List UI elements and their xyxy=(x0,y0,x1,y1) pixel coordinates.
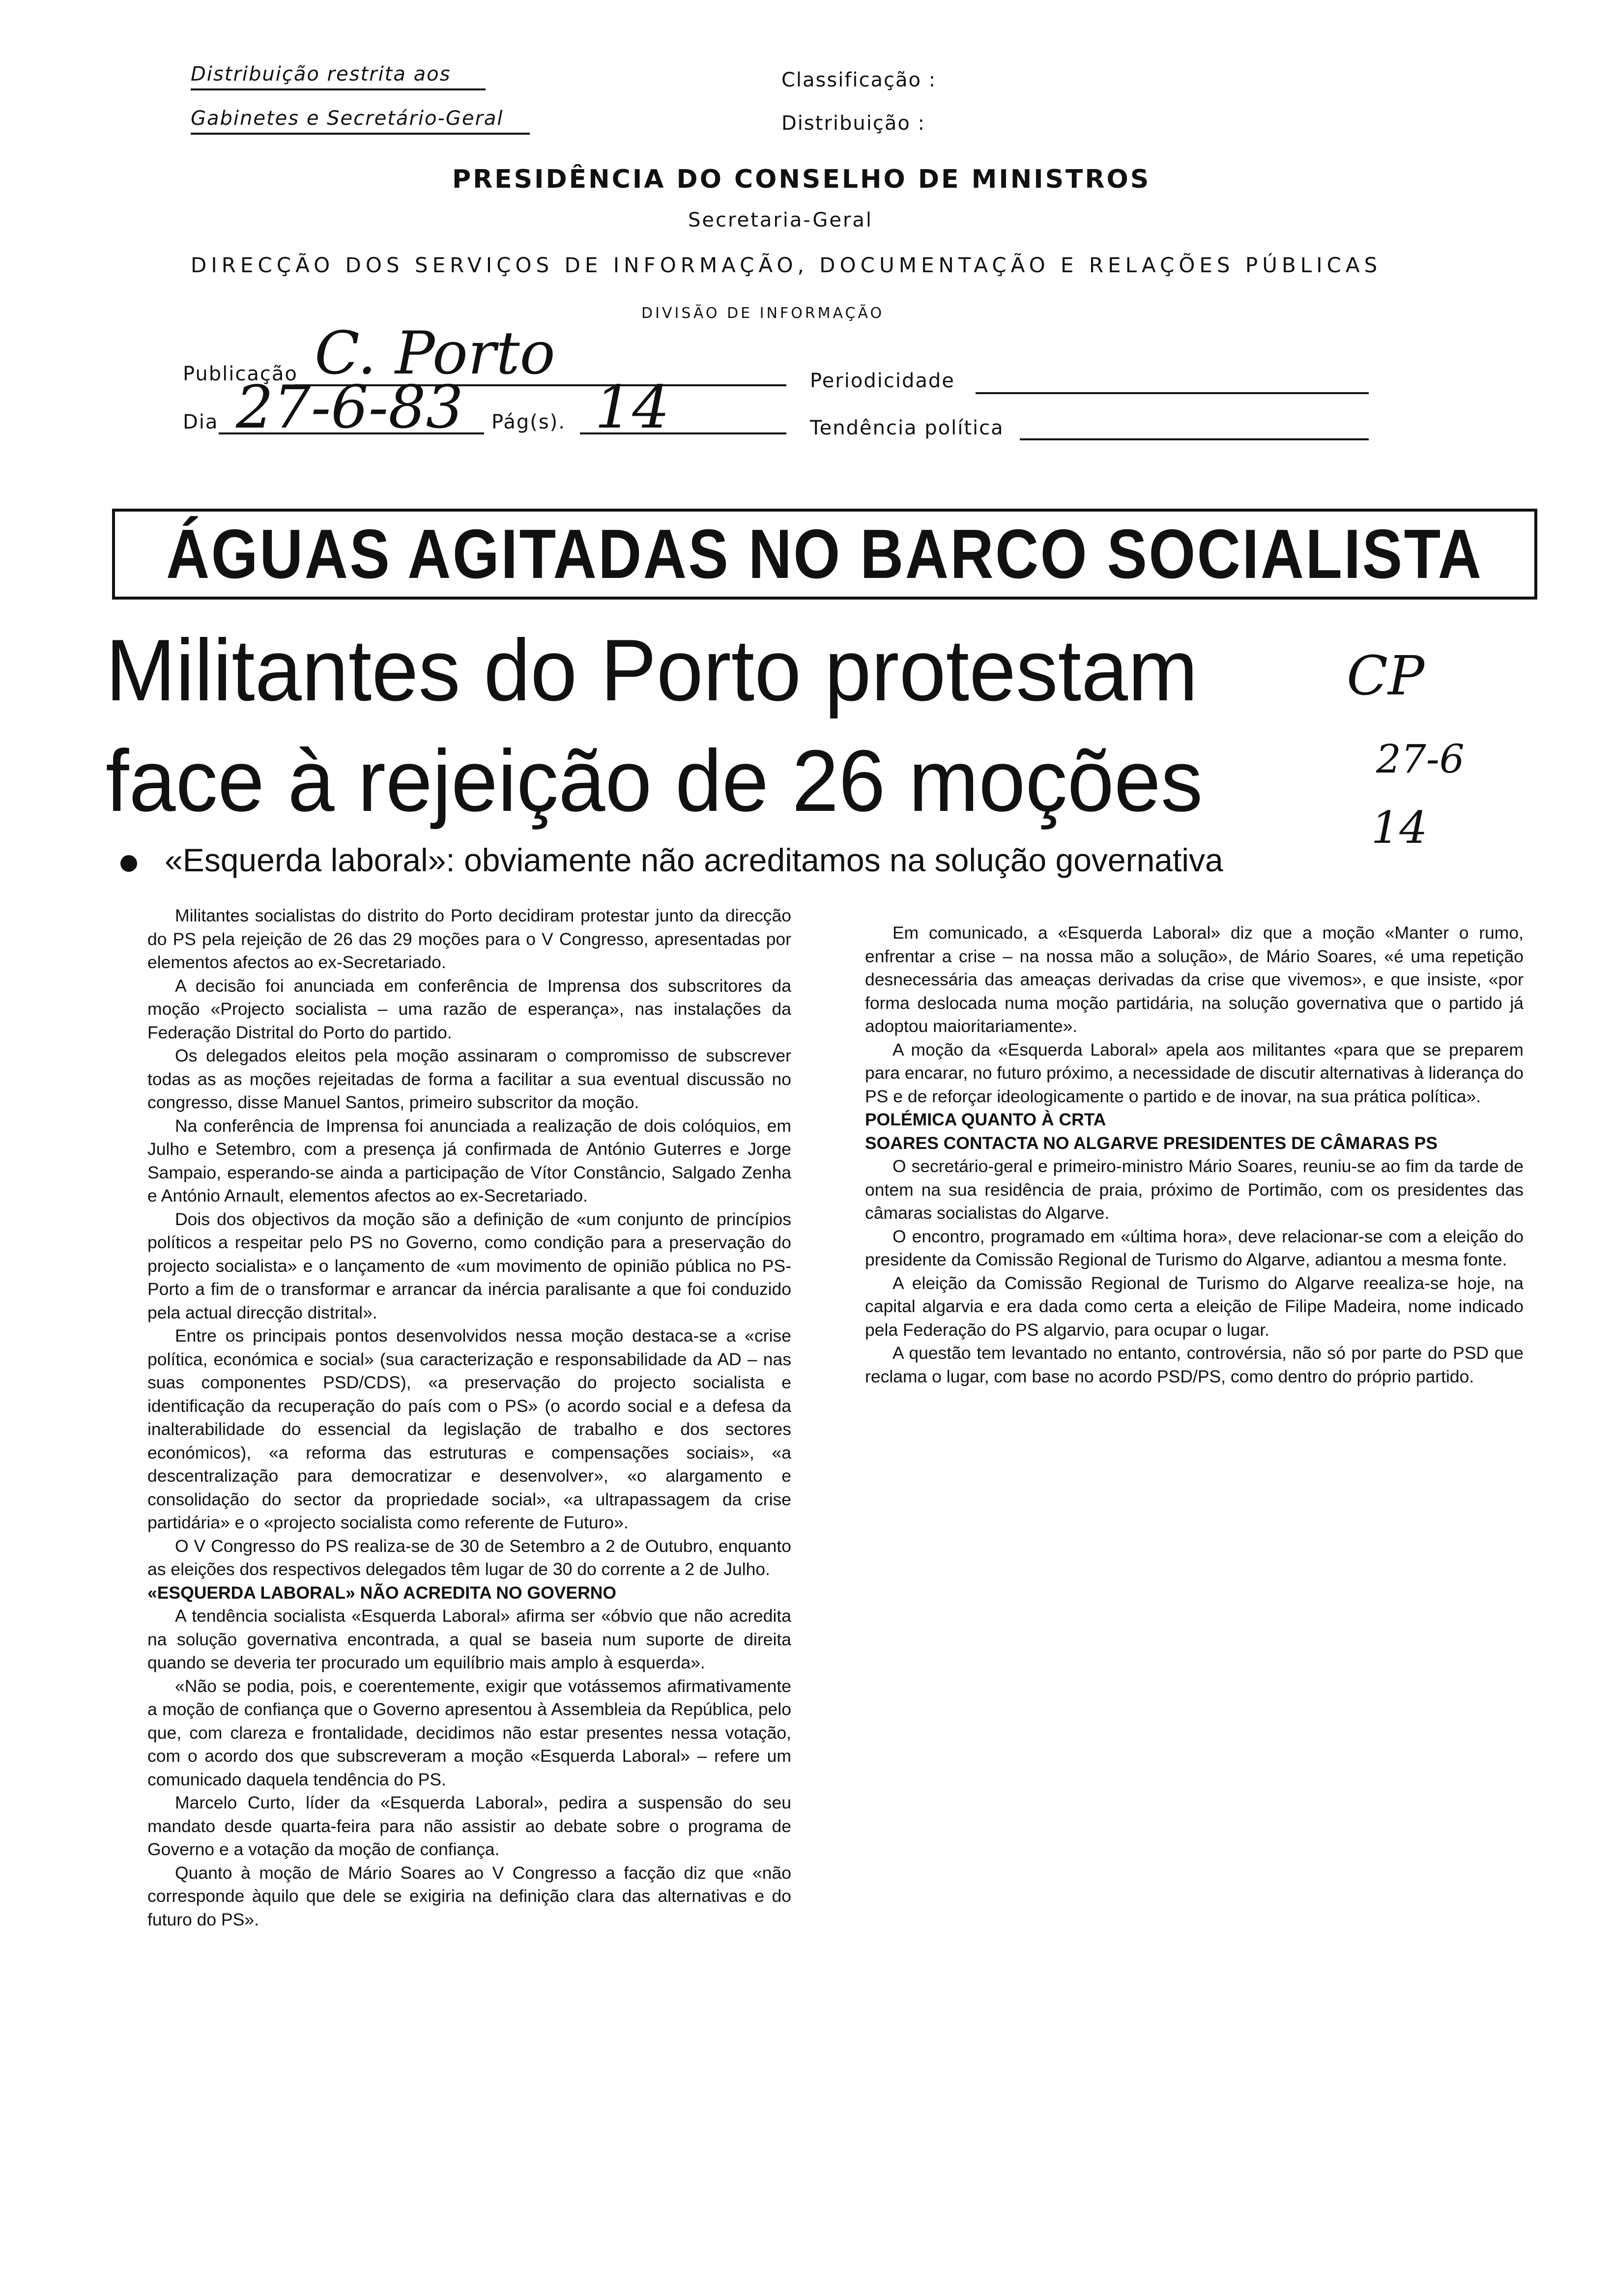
headline-line1: Militantes do Porto protestam xyxy=(106,621,1198,719)
subheading-line: SOARES CONTACTA NO ALGARVE PRESIDENTES DE CÂMARAS PS xyxy=(865,1133,1438,1153)
kicker-title: ÁGUAS AGITADAS NO BARCO SOCIALISTA xyxy=(166,515,1483,593)
subheading xyxy=(865,1108,1524,1155)
paragraph: Dois dos objectivos da moção são a definição de «um conjunto de princípios políticos a respeitar pelo PS no Governo, como condição para a preservação do projecto socialista» e o lançamento de «um movimento de opinião pública no PS-Porto a fim de o transformar e arrancar da inércia paralisante a que foi conduzido pela actual direcção distrital». xyxy=(147,1209,791,1322)
org-division: DIVISÃO DE INFORMAÇÃO xyxy=(641,305,885,322)
paragraph: Quanto à moção de Mário Soares ao V Congresso a facção diz que «não corresponde àquilo que dele se exigiria na definição clara das alternativas e do futuro do PS». xyxy=(147,1863,791,1929)
deck-bullet-icon xyxy=(120,855,137,872)
paragraph: A moção da «Esquerda Laboral» apela aos militantes «para que se preparem para encarar, no futuro próximo, a necessidade de discutir alternativas à liderança do PS e de reforçar ideologicamente o partido e de inovar, na sua prática política». xyxy=(865,1039,1524,1106)
paragraph: Na conferência de Imprensa foi anunciada a realização de dois colóquios, em Julho e Setembro, com a presença já confirmada de António Guterres e Jorge Sampaio, esperando-se ainda a participação de Vítor Constâncio, Salgado Zenha e António Arnault, elementos afectos ao ex-Secretariado. xyxy=(147,1116,791,1205)
paragraph: A questão tem levantado no entanto, controvérsia, não só por parte do PSD que reclama o lugar, com base no acordo PSD/PS, como dentro do próprio partido. xyxy=(865,1343,1524,1386)
paragraph: A decisão foi anunciada em conferência de Imprensa dos subscritores da moção «Projecto socialista – uma razão de esperança», nas instalações da Federação Distrital do Porto do partido. xyxy=(147,976,791,1042)
restricted-distribution-line2: Gabinetes e Secretário-Geral xyxy=(191,107,530,135)
subheading-line: POLÉMICA QUANTO À CRTA xyxy=(865,1110,1106,1129)
paragraph: Marcelo Curto, líder da «Esquerda Laboral», pedira a suspensão do seu mandato desde quarta-feira para não assistir ao debate sobre o programa de Governo e a votação da moção de confiança. xyxy=(147,1793,791,1859)
paragraph: A tendência socialista «Esquerda Laboral» afirma ser «óbvio que não acredita na solução governativa encontrada, a qual se baseia num suporte de direita quando se deveria ter procurado um equilíbrio mais amplo à esquerda». xyxy=(147,1606,791,1672)
restricted-distribution-line1: Distribuição restrita aos xyxy=(191,63,486,90)
tendency-label: Tendência política xyxy=(810,417,1004,439)
org-subtitle: Secretaria-Geral xyxy=(688,209,873,231)
pages-label: Pág(s). xyxy=(491,411,566,433)
paragraph: A eleição da Comissão Regional de Turismo do Algarve reealiza-se hoje, na capital algarvia e era dada como certa a eleição de Filipe Madeira, nome indicado pela Federação do PS algarvio, para ocupar o lugar. xyxy=(865,1273,1524,1340)
paragraph: O encontro, programado em «última hora», deve relacionar-se com a eleição do presidente da Comissão Regional de Turismo do Algarve, adiantou a mesma fonte. xyxy=(865,1226,1524,1269)
periodicity-label: Periodicidade xyxy=(810,370,955,392)
handwritten-annotation-cp: CP xyxy=(1347,644,1425,707)
kicker-box xyxy=(112,509,1537,600)
article-column-1 xyxy=(147,904,791,1931)
publication-value: C. Porto xyxy=(315,319,555,388)
paragraph: Em comunicado, a «Esquerda Laboral» diz que a moção «Manter o rumo, enfrentar a crise – na nossa mão a solução», de Mário Soares, «é uma repetição desnecessária das ameaças derivadas da crise que vivemos», e que insiste, «por forma deslocada numa moção partidária, na solução governativa que o partido já adoptou maioritariamente». xyxy=(865,923,1524,1036)
periodicity-field xyxy=(976,392,1369,394)
day-label: Dia xyxy=(183,411,219,433)
org-title: PRESIDÊNCIA DO CONSELHO DE MINISTROS xyxy=(452,165,1151,194)
handwritten-annotation-date: 27-6 xyxy=(1376,736,1465,782)
paragraph: O V Congresso do PS realiza-se de 30 de Setembro a 2 de Outubro, enquanto as eleições dos respectivos delegados têm lugar de 30 do corrente a 2 de Julho. xyxy=(147,1536,791,1579)
org-department: DIRECÇÃO DOS SERVIÇOS DE INFORMAÇÃO, DOCUMENTAÇÃO E RELAÇÕES PÚBLICAS xyxy=(191,253,1382,277)
publication-label: Publicação xyxy=(183,363,298,385)
headline-line2: face à rejeição de 26 moções xyxy=(106,732,1203,830)
paragraph: O secretário-geral e primeiro-ministro Mário Soares, reuniu-se ao fim da tarde de ontem na sua residência de praia, próximo de Portimão, com os presidentes das câmaras socialistas do Algarve. xyxy=(865,1156,1524,1223)
day-value: 27-6-83 xyxy=(236,373,463,442)
paragraph: Os delegados eleitos pela moção assinaram o compromisso de subscrever todas as as moções rejeitadas de forma a facilitar a sua eventual discussão no congresso, disse Manuel Santos, primeiro subscritor da moção. xyxy=(147,1046,791,1112)
paragraph: Entre os principais pontos desenvolvidos nessa moção destaca-se a «crise política, económica e social» (sua caracterização e responsabilidade da AD – nas suas componentes PSD/CDS), «a preservação do projecto socialista e identificação da recuperação do país com o PS» (o acordo social e a defesa da inalterabilidade do essencial da legislação de trabalho e dos sectores económicos), «a reforma das estruturas e compensações sociais», «a descentralização para democratizar e desenvolver», «o alargamento e consolidação do sector da propriedade social», «a ultrapassagem da crise partidária» e o «projecto socialista como referente de Futuro». xyxy=(147,1326,791,1532)
pages-value: 14 xyxy=(595,373,670,442)
article-column-2 xyxy=(865,921,1524,1388)
handwritten-annotation-page: 14 xyxy=(1371,802,1428,854)
subheading: «ESQUERDA LABORAL» NÃO ACREDITA NO GOVERNO xyxy=(147,1582,616,1603)
paragraph: «Não se podia, pois, e coerentemente, exigir que votássemos afirmativamente a moção de confiança que o Governo apresentou à Assembleia da República, pelo que, com clareza e frontalidade, decidimos não estar presentes nessa votação, com o acordo dos que subscreveram a moção «Esquerda Laboral» – refere um comunicado daquela tendência do PS. xyxy=(147,1676,791,1789)
tendency-field xyxy=(1020,438,1369,440)
distribution-label: Distribuição : xyxy=(781,112,926,135)
classification-label: Classificação : xyxy=(781,69,937,91)
paragraph: Militantes socialistas do distrito do Porto decidiram protestar junto da direcção do PS pela rejeição de 26 das 29 moções para o V Congresso, apresentadas por elementos afectos ao ex-Secretariado. xyxy=(147,906,791,972)
deck: «Esquerda laboral»: obviamente não acreditamos na solução governativa xyxy=(165,842,1223,878)
